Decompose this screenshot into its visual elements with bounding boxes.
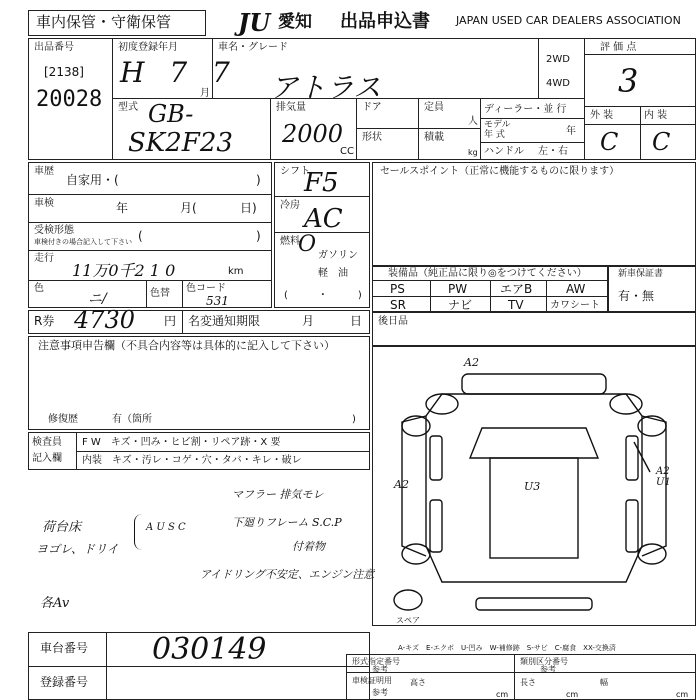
exterior-value: C <box>600 128 619 156</box>
model-value-1: GB- <box>148 100 194 128</box>
repair-value: 有（箇所 <box>112 414 152 425</box>
sales-point-box <box>372 162 696 266</box>
ju-logo-text: JU <box>238 8 271 37</box>
expiry-label: 名変通知期限 <box>188 314 261 328</box>
new-car-label: 新車保証書 <box>618 269 664 279</box>
handle-label: ハンドル <box>484 146 524 157</box>
category-label: 類別区分番号 <box>520 657 568 666</box>
form-title: 出品申込書 <box>340 11 430 32</box>
color-value: ニ/ <box>88 291 107 307</box>
first-reg-value: H 7 7 <box>120 56 238 89</box>
inspection-year: 年 <box>116 201 129 215</box>
spare-label: スペア <box>396 616 420 625</box>
shape-label: 形状 <box>362 132 382 143</box>
equip-airbag: エアB <box>500 282 533 296</box>
org-name: 愛知 <box>278 12 312 32</box>
shift-value: F5 <box>304 168 339 198</box>
damage-a2-top: A2 <box>464 356 479 369</box>
car-name-value: アトラス <box>270 71 382 104</box>
chassis-label: 車台番号 <box>40 641 89 655</box>
inspector-label-1: 検査員 <box>32 437 62 448</box>
recycle-yen: 円 <box>164 314 177 328</box>
displacement-label: 排気量 <box>276 102 306 113</box>
seats-label: 定員 <box>424 102 444 113</box>
capacity-label: 積載 <box>424 132 444 143</box>
history-options: 自家用・( <box>66 173 119 187</box>
color-code-value: 531 <box>206 294 229 308</box>
fuel-gasoline: ガソリン <box>318 250 358 261</box>
fuel-mark: O <box>298 232 317 257</box>
inspector-label-2: 記入欄 <box>32 453 62 464</box>
note-idling: アイドリング不安定、エンジン注意 <box>200 568 375 581</box>
fuel-other: ( ・ ) <box>284 290 362 301</box>
inspection-label: 車検 <box>34 198 54 209</box>
ac-label: 冷房 <box>280 200 300 211</box>
model-label: 型式 <box>118 102 138 113</box>
inspection-month: 月( <box>180 201 197 215</box>
cert-label: 車検証明用 <box>352 676 392 685</box>
kg-unit: kg <box>468 148 478 157</box>
model-year-label-2: 年 式 <box>484 130 505 140</box>
association-name: JAPAN USED CAR DEALERS ASSOCIATION <box>456 14 681 27</box>
model-year-label-1: モデル <box>484 120 511 130</box>
repair-label: 修復歴 <box>48 414 78 425</box>
note-ausu: A U S C <box>146 522 186 533</box>
ju-logo <box>238 8 278 36</box>
displacement-value: 2000 <box>282 120 344 148</box>
height-label: 高さ <box>410 678 426 687</box>
mileage-label: 走行 <box>34 253 54 264</box>
lot-number: 20028 <box>36 87 103 112</box>
note-muffler: マフラー 排気モレ <box>232 488 324 501</box>
ref-label-2: 参考 <box>540 665 556 674</box>
fuel-diesel: 軽 油 <box>318 268 348 279</box>
drive-4wd: 4WD <box>546 78 570 89</box>
ref-label-3: 参考 <box>372 688 388 697</box>
ref-label-1: 参考 <box>372 665 388 674</box>
interior-value: C <box>652 128 671 156</box>
fuel-label: 燃料 <box>280 236 300 247</box>
inspection-day: 日) <box>240 201 257 215</box>
equip-tv: TV <box>508 298 524 312</box>
car-name-label: 車名・グレード <box>218 42 288 53</box>
equip-pw: PW <box>448 282 468 296</box>
notes-label: 注意事項申告欄（不具合内容等は具体的に記入して下さい） <box>38 339 335 352</box>
transfer-sub: 車検付きの場合記入して下さい <box>34 238 132 246</box>
bracket-mark <box>134 514 144 550</box>
person-unit: 人 <box>468 116 478 127</box>
year-unit: 年 <box>566 126 576 137</box>
length-label: 長さ <box>520 678 536 687</box>
lot-bracket: [2138] <box>44 65 84 79</box>
recycle-label: R券 <box>34 314 55 328</box>
equip-ps: PS <box>390 282 405 296</box>
first-reg-label: 初度登録年月 <box>118 42 178 53</box>
handle-options: 左・右 <box>538 146 568 157</box>
recycle-value: 4730 <box>74 306 136 334</box>
door-label: ドア <box>362 102 382 113</box>
inspector-interior-label: 内装 <box>82 455 102 466</box>
damage-u3: U3 <box>524 480 541 493</box>
history-close: ) <box>256 173 261 187</box>
expiry-day: 日 <box>350 314 363 328</box>
damage-a2-right: A2 U1 <box>656 466 671 488</box>
length-cm: cm <box>566 690 579 699</box>
sales-point-label: セールスポイント（正常に機能するものに限ります） <box>380 166 620 177</box>
equip-leather: カワシート <box>550 300 600 311</box>
inspector-fw-row: F W キズ・凹み・ヒビ割・リペア跡・X 要 <box>82 437 281 448</box>
note-dent: ヨゴレ、ドリイ <box>36 542 119 556</box>
km-unit: km <box>228 266 244 277</box>
note-bed: 荷台床 <box>42 520 82 535</box>
transfer-open: ( <box>138 229 143 243</box>
equip-aw: AW <box>566 282 586 296</box>
model-value-2: SK2F23 <box>128 128 233 158</box>
damage-legend: A-キズ E-エクボ U-凹み W-補修跡 S-サビ C-腐食 XX-交換済 <box>398 644 616 652</box>
eval-label: 評 価 点 <box>600 42 637 53</box>
color-code-label: 色コード <box>186 283 226 294</box>
note-attach: 付着物 <box>292 540 325 553</box>
expiry-month: 月 <box>302 314 315 328</box>
month-suffix: 月 <box>200 88 210 99</box>
color-change-label: 色替 <box>150 288 170 299</box>
dealer-label: ディーラー・並 行 <box>484 104 567 115</box>
rear-seat-label: 後日品 <box>378 316 408 327</box>
width-cm: cm <box>676 690 689 699</box>
exterior-label: 外 装 <box>590 110 614 121</box>
cc-unit: CC <box>340 146 354 157</box>
width-label: 幅 <box>600 678 608 687</box>
eval-value: 3 <box>618 62 639 100</box>
equip-navi: ナビ <box>448 298 473 312</box>
inspector-interior-row: キズ・汚レ・コゲ・穴・タバ・キレ・破レ <box>112 455 302 466</box>
lot-label: 出品番号 <box>34 42 74 53</box>
storage-label: 車内保管・守衛保管 <box>36 13 172 31</box>
note-frame: 下廻りフレーム S.C.P <box>232 516 342 529</box>
shape-spec-label: 形式指定番号 <box>352 657 400 666</box>
drive-2wd: 2WD <box>546 54 570 65</box>
damage-a2-left: A2 <box>394 478 409 491</box>
height-cm: cm <box>496 690 509 699</box>
equip-sr: SR <box>390 298 406 312</box>
new-car-options: 有・無 <box>618 289 655 303</box>
color-label: 色 <box>34 283 44 294</box>
interior-label: 内 装 <box>644 110 668 121</box>
equipment-label: 装備品（純正品に限り◎をつけてください） <box>388 268 587 279</box>
ac-value: AC <box>304 204 343 234</box>
shift-label: シフト <box>280 166 310 177</box>
chassis-value: 030149 <box>152 632 267 667</box>
mileage-value: 11万0千2 1 0 <box>72 261 176 280</box>
registration-label: 登録番号 <box>40 675 89 689</box>
repair-close: ) <box>352 414 356 425</box>
transfer-close: ) <box>256 229 261 243</box>
note-count: 各Av <box>40 596 70 611</box>
transfer-label: 受検形態 <box>34 225 74 236</box>
rear-seat-box <box>372 312 696 346</box>
history-label: 車歴 <box>34 166 54 177</box>
